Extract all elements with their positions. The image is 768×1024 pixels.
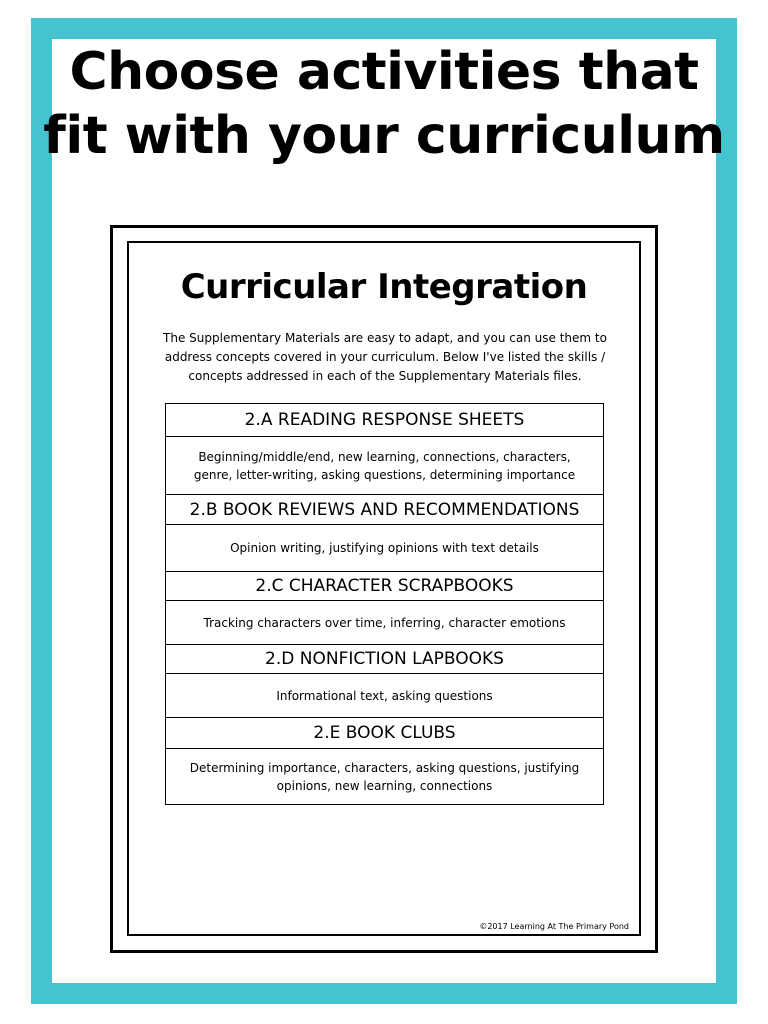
section-skills-2d: Informational text, asking questions xyxy=(166,674,603,718)
headline-line-2: fit with your curriculum xyxy=(43,106,725,166)
section-skills-2c: Tracking characters over time, inferring, character emotions xyxy=(166,601,603,645)
section-heading-2d: 2.D NONFICTION LAPBOOKS xyxy=(166,645,603,674)
headline xyxy=(0,40,768,168)
section-heading-2e: 2.E BOOK CLUBS xyxy=(166,718,603,749)
section-heading-2a: 2.A READING RESPONSE SHEETS xyxy=(166,404,603,437)
section-skills-2e: Determining importance, characters, asking questions, justifying opinions, new learning, connections xyxy=(189,760,580,793)
skills-table xyxy=(165,403,604,805)
document-page xyxy=(127,241,641,936)
headline-line-1: Choose activities that xyxy=(69,42,699,102)
section-heading-2c: 2.C CHARACTER SCRAPBOOKS xyxy=(166,572,603,601)
section-skills-2b: Opinion writing, justifying opinions with text details xyxy=(166,525,603,572)
document-intro: The Supplementary Materials are easy to adapt, and you can use them to address concepts covered in your curriculum. Below I've listed the skills / concepts addressed in each of the Supplementary Materials files. xyxy=(163,331,607,383)
section-heading-2b: 2.B BOOK REVIEWS AND RECOMMENDATIONS xyxy=(166,495,603,525)
copyright-notice: ©2017 Learning At The Primary Pond xyxy=(479,922,629,931)
document-title: Curricular Integration xyxy=(180,267,588,307)
section-skills-2a: Beginning/middle/end, new learning, connections, characters, genre, letter-writing, asking questions, determining importance xyxy=(166,437,603,495)
